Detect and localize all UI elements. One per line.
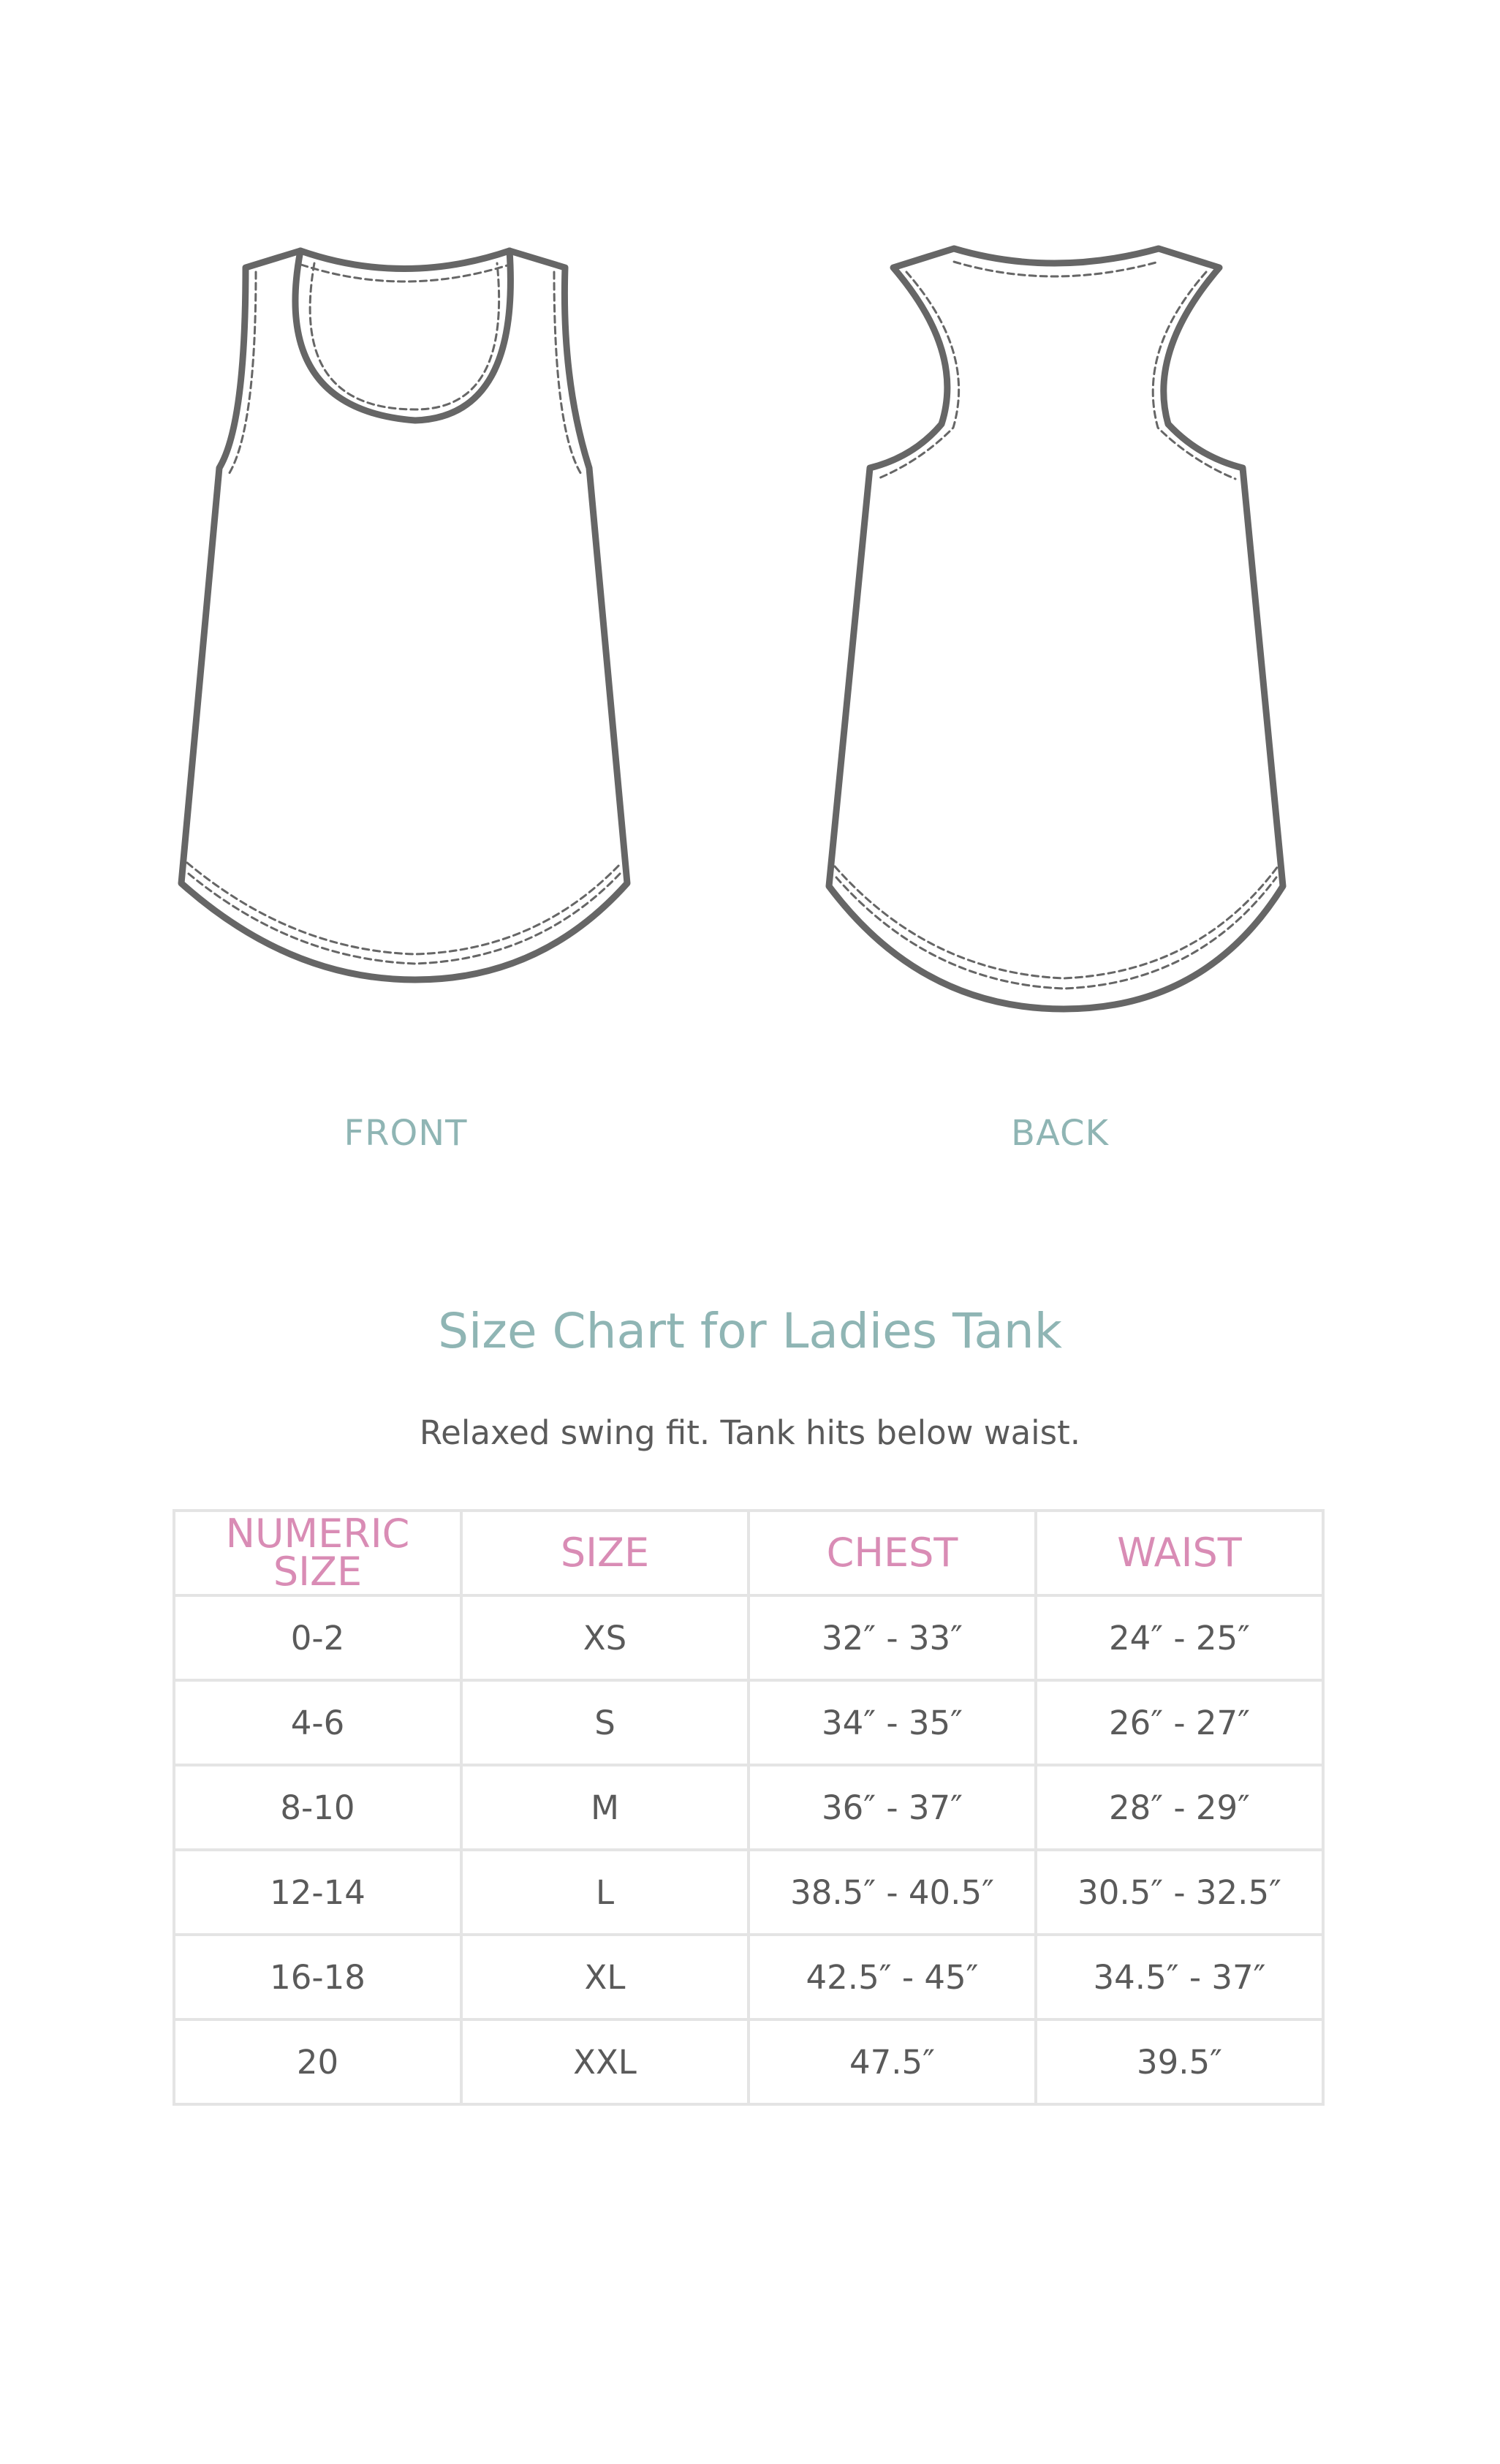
cell-chest: 34″ - 35″ <box>749 1680 1036 1765</box>
header-size-label: SIZE <box>560 1530 650 1576</box>
cell-waist: 39.5″ <box>1036 2019 1323 2104</box>
cell-numeric-size: 20 <box>174 2019 461 2104</box>
table-row <box>174 1765 1323 1850</box>
header-numeric-size-line-1: NUMERIC <box>225 1511 410 1557</box>
size-chart-table <box>173 1509 1325 2106</box>
cell-numeric-size: 8-10 <box>174 1765 461 1850</box>
cell-numeric-size: 0-2 <box>174 1595 461 1680</box>
table-header-row <box>174 1511 1323 1595</box>
cell-waist: 30.5″ - 32.5″ <box>1036 1850 1323 1935</box>
back-view-label: BACK <box>1011 1113 1109 1154</box>
cell-numeric-size: 16-18 <box>174 1935 461 2019</box>
cell-waist: 26″ - 27″ <box>1036 1680 1323 1765</box>
tank-illustrations <box>0 0 1500 1060</box>
cell-size: XXL <box>461 2019 749 2104</box>
header-waist <box>1036 1511 1323 1595</box>
cell-numeric-size: 4-6 <box>174 1680 461 1765</box>
table-row <box>174 2019 1323 2104</box>
header-chest-label: CHEST <box>826 1530 958 1576</box>
header-numeric-size <box>174 1511 461 1595</box>
front-view-label: FRONT <box>344 1113 468 1154</box>
cell-size: L <box>461 1850 749 1935</box>
fit-description: Relaxed swing fit. Tank hits below waist. <box>419 1413 1081 1452</box>
header-numeric-size-line-2: SIZE <box>273 1549 363 1595</box>
cell-numeric-size: 12-14 <box>174 1850 461 1935</box>
cell-waist: 28″ - 29″ <box>1036 1765 1323 1850</box>
cell-size: XL <box>461 1935 749 2019</box>
back-tank-drawing <box>829 249 1283 1009</box>
cell-waist: 24″ - 25″ <box>1036 1595 1323 1680</box>
cell-chest: 32″ - 33″ <box>749 1595 1036 1680</box>
table-row <box>174 1935 1323 2019</box>
cell-size: S <box>461 1680 749 1765</box>
table-row <box>174 1850 1323 1935</box>
header-size <box>461 1511 749 1595</box>
cell-size: M <box>461 1765 749 1850</box>
cell-chest: 38.5″ - 40.5″ <box>749 1850 1036 1935</box>
table-row <box>174 1680 1323 1765</box>
cell-waist: 34.5″ - 37″ <box>1036 1935 1323 2019</box>
cell-size: XS <box>461 1595 749 1680</box>
header-chest <box>749 1511 1036 1595</box>
cell-chest: 36″ - 37″ <box>749 1765 1036 1850</box>
header-waist-label: WAIST <box>1117 1530 1242 1576</box>
table-row <box>174 1595 1323 1680</box>
cell-chest: 47.5″ <box>749 2019 1036 2104</box>
size-chart-title: Size Chart for Ladies Tank <box>438 1303 1062 1359</box>
front-tank-drawing <box>181 251 627 980</box>
cell-chest: 42.5″ - 45″ <box>749 1935 1036 2019</box>
